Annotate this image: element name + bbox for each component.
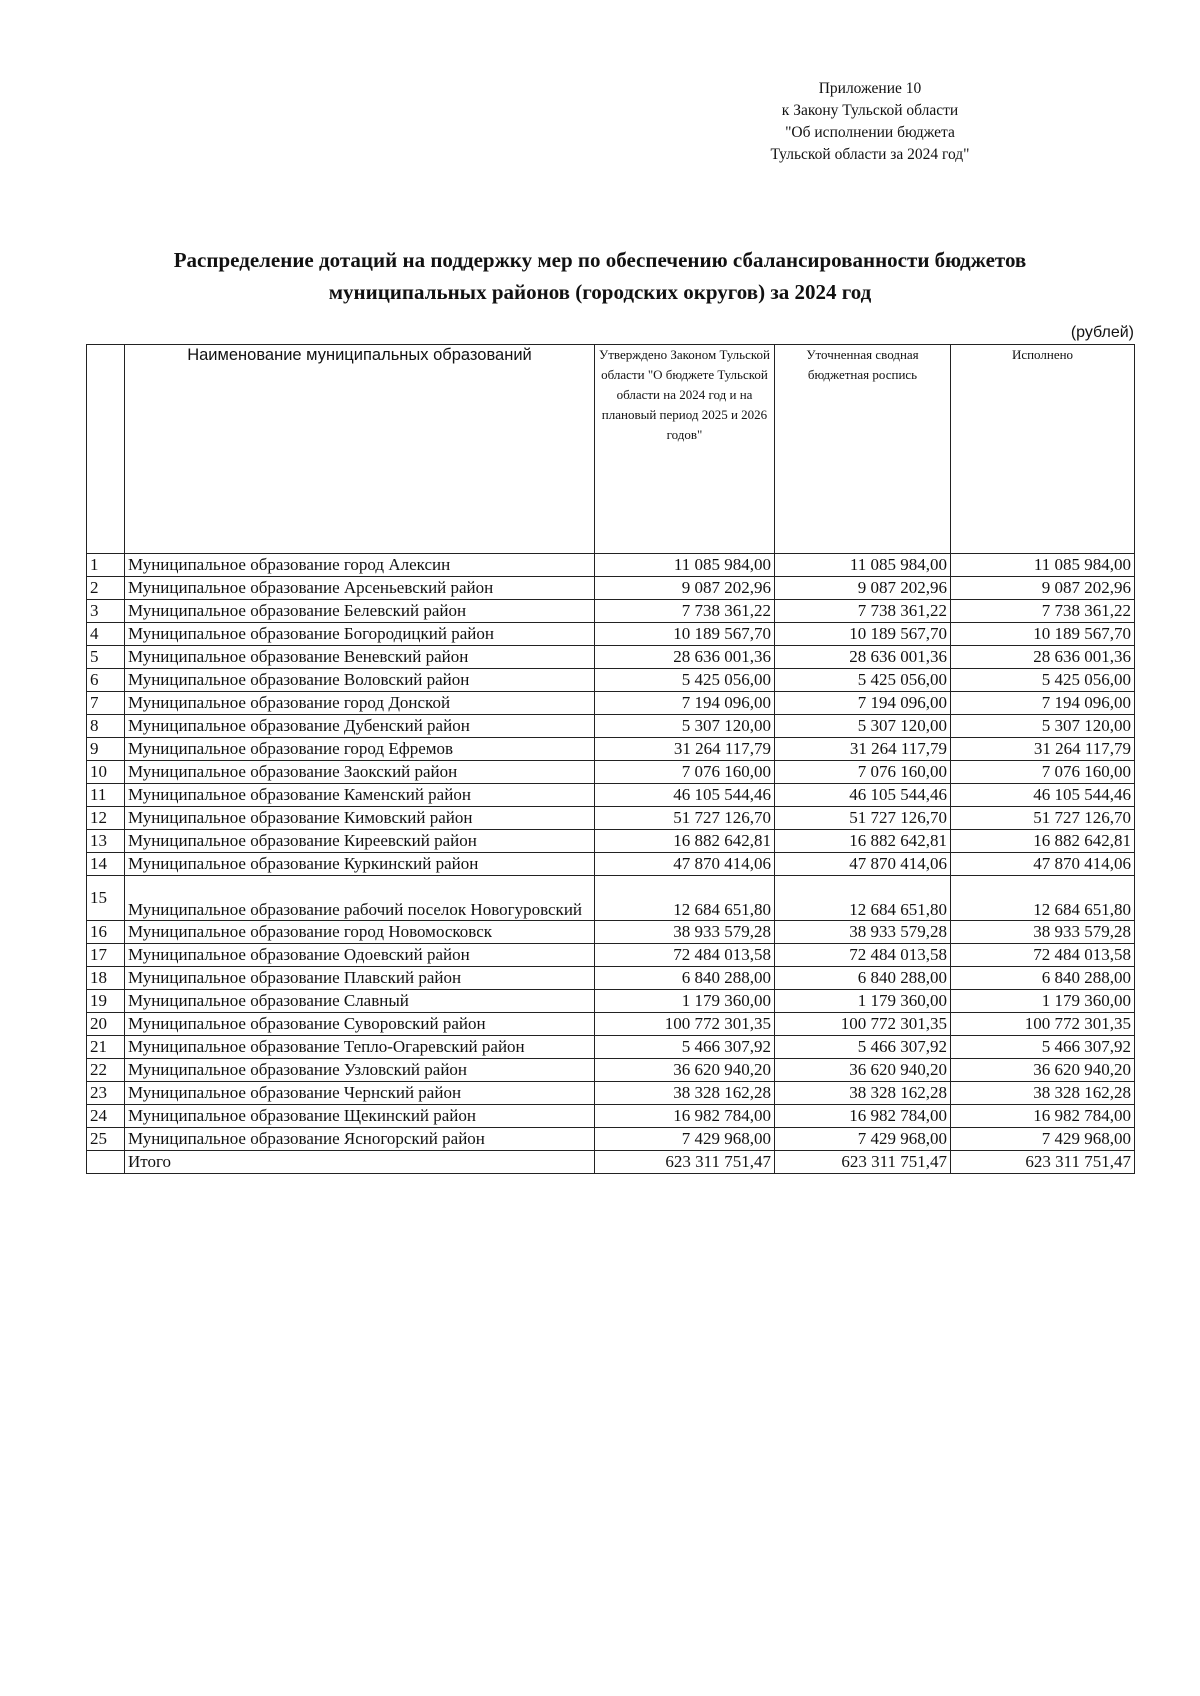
table-row bbox=[87, 1128, 1135, 1151]
cell-num: 10 bbox=[87, 761, 125, 784]
cell-approved: 47 870 414,06 bbox=[595, 853, 775, 876]
annex-line-1: Приложение 10 bbox=[818, 80, 922, 97]
cell-num: 22 bbox=[87, 1059, 125, 1082]
cell-approved: 28 636 001,36 bbox=[595, 646, 775, 669]
cell-approved: 100 772 301,35 bbox=[595, 1013, 775, 1036]
cell-approved: 5 425 056,00 bbox=[595, 669, 775, 692]
total-row bbox=[87, 1151, 1135, 1174]
cell-name: Муниципальное образование город Ефремов bbox=[125, 738, 595, 761]
table-row bbox=[87, 1036, 1135, 1059]
table-row bbox=[87, 692, 1135, 715]
cell-num: 3 bbox=[87, 600, 125, 623]
header-num bbox=[87, 345, 125, 554]
annex-line-3: "Об исполнении бюджета bbox=[785, 124, 955, 141]
cell-num: 20 bbox=[87, 1013, 125, 1036]
cell-revised: 16 982 784,00 bbox=[775, 1105, 951, 1128]
header-revised: Уточненная сводная бюджетная роспись bbox=[775, 345, 951, 554]
cell-approved: 38 933 579,28 bbox=[595, 921, 775, 944]
cell-approved: 7 194 096,00 bbox=[595, 692, 775, 715]
cell-name: Муниципальное образование Суворовский район bbox=[125, 1013, 595, 1036]
cell-name: Муниципальное образование Арсеньевский район bbox=[125, 577, 595, 600]
table-row bbox=[87, 1013, 1135, 1036]
cell-revised: 7 194 096,00 bbox=[775, 692, 951, 715]
cell-num: 12 bbox=[87, 807, 125, 830]
cell-name: Муниципальное образование город Новомосковск bbox=[125, 921, 595, 944]
cell-executed: 51 727 126,70 bbox=[951, 807, 1135, 830]
cell-executed: 16 982 784,00 bbox=[951, 1105, 1135, 1128]
cell-approved: 6 840 288,00 bbox=[595, 967, 775, 990]
cell-name: Муниципальное образование Славный bbox=[125, 990, 595, 1013]
table-row bbox=[87, 669, 1135, 692]
cell-name: Муниципальное образование Узловский район bbox=[125, 1059, 595, 1082]
cell-approved: 46 105 544,46 bbox=[595, 784, 775, 807]
cell-approved: 7 076 160,00 bbox=[595, 761, 775, 784]
cell-num: 19 bbox=[87, 990, 125, 1013]
cell-num: 13 bbox=[87, 830, 125, 853]
cell-num: 24 bbox=[87, 1105, 125, 1128]
table-row bbox=[87, 830, 1135, 853]
cell-revised: 623 311 751,47 bbox=[775, 1151, 951, 1174]
cell-num: 11 bbox=[87, 784, 125, 807]
table-row bbox=[87, 807, 1135, 830]
unit-label: (рублей) bbox=[1070, 324, 1134, 341]
cell-name: Муниципальное образование Ясногорский район bbox=[125, 1128, 595, 1151]
cell-revised: 5 466 307,92 bbox=[775, 1036, 951, 1059]
cell-executed: 10 189 567,70 bbox=[951, 623, 1135, 646]
table-body bbox=[87, 554, 1135, 1174]
cell-approved: 5 307 120,00 bbox=[595, 715, 775, 738]
cell-revised: 7 429 968,00 bbox=[775, 1128, 951, 1151]
cell-revised: 28 636 001,36 bbox=[775, 646, 951, 669]
document-title bbox=[100, 244, 1100, 308]
cell-executed: 623 311 751,47 bbox=[951, 1151, 1135, 1174]
cell-revised: 38 933 579,28 bbox=[775, 921, 951, 944]
cell-approved: 16 882 642,81 bbox=[595, 830, 775, 853]
cell-executed: 5 307 120,00 bbox=[951, 715, 1135, 738]
cell-name: Муниципальное образование Богородицкий район bbox=[125, 623, 595, 646]
cell-revised: 36 620 940,20 bbox=[775, 1059, 951, 1082]
table-row bbox=[87, 646, 1135, 669]
cell-name: Муниципальное образование Дубенский район bbox=[125, 715, 595, 738]
cell-approved: 16 982 784,00 bbox=[595, 1105, 775, 1128]
table-row bbox=[87, 1059, 1135, 1082]
table-row bbox=[87, 967, 1135, 990]
table-row bbox=[87, 1082, 1135, 1105]
cell-executed: 7 194 096,00 bbox=[951, 692, 1135, 715]
cell-approved: 7 738 361,22 bbox=[595, 600, 775, 623]
cell-executed: 12 684 651,80 bbox=[951, 876, 1135, 921]
cell-executed: 11 085 984,00 bbox=[951, 554, 1135, 577]
header-name: Наименование муниципальных образований bbox=[125, 345, 595, 554]
annex-note bbox=[690, 78, 1050, 166]
header-approved: Утверждено Законом Тульской области "О бюджете Тульской области на 2024 год и на плановый период 2025 и 2026 годов" bbox=[595, 345, 775, 554]
cell-approved: 51 727 126,70 bbox=[595, 807, 775, 830]
cell-revised: 51 727 126,70 bbox=[775, 807, 951, 830]
annex-line-4: Тульской области за 2024 год" bbox=[770, 146, 970, 163]
cell-revised: 46 105 544,46 bbox=[775, 784, 951, 807]
table-row bbox=[87, 554, 1135, 577]
table-row bbox=[87, 784, 1135, 807]
cell-name: Муниципальное образование Щекинский район bbox=[125, 1105, 595, 1128]
table-row bbox=[87, 623, 1135, 646]
cell-num: 8 bbox=[87, 715, 125, 738]
table-row bbox=[87, 738, 1135, 761]
cell-approved: 12 684 651,80 bbox=[595, 876, 775, 921]
cell-num: 7 bbox=[87, 692, 125, 715]
cell-revised: 9 087 202,96 bbox=[775, 577, 951, 600]
cell-revised: 47 870 414,06 bbox=[775, 853, 951, 876]
cell-num: 17 bbox=[87, 944, 125, 967]
cell-approved: 5 466 307,92 bbox=[595, 1036, 775, 1059]
cell-approved: 623 311 751,47 bbox=[595, 1151, 775, 1174]
cell-num: 21 bbox=[87, 1036, 125, 1059]
cell-executed: 31 264 117,79 bbox=[951, 738, 1135, 761]
cell-name: Муниципальное образование Каменский район bbox=[125, 784, 595, 807]
cell-name: Муниципальное образование город Алексин bbox=[125, 554, 595, 577]
cell-name: Муниципальное образование Куркинский район bbox=[125, 853, 595, 876]
table-row bbox=[87, 600, 1135, 623]
cell-executed: 1 179 360,00 bbox=[951, 990, 1135, 1013]
cell-executed: 7 076 160,00 bbox=[951, 761, 1135, 784]
cell-num: 15 bbox=[87, 876, 125, 921]
table-row bbox=[87, 921, 1135, 944]
cell-revised: 5 307 120,00 bbox=[775, 715, 951, 738]
cell-revised: 31 264 117,79 bbox=[775, 738, 951, 761]
cell-executed: 38 933 579,28 bbox=[951, 921, 1135, 944]
cell-approved: 36 620 940,20 bbox=[595, 1059, 775, 1082]
cell-approved: 10 189 567,70 bbox=[595, 623, 775, 646]
cell-num: 18 bbox=[87, 967, 125, 990]
cell-executed: 7 429 968,00 bbox=[951, 1128, 1135, 1151]
cell-num: 16 bbox=[87, 921, 125, 944]
cell-approved: 11 085 984,00 bbox=[595, 554, 775, 577]
cell-name: Муниципальное образование Тепло-Огаревский район bbox=[125, 1036, 595, 1059]
table-row bbox=[87, 990, 1135, 1013]
annex-line-2: к Закону Тульской области bbox=[781, 102, 959, 119]
cell-revised: 1 179 360,00 bbox=[775, 990, 951, 1013]
subsidy-table bbox=[86, 344, 1135, 1174]
cell-revised: 12 684 651,80 bbox=[775, 876, 951, 921]
cell-revised: 7 738 361,22 bbox=[775, 600, 951, 623]
cell-name: Муниципальное образование Чернский район bbox=[125, 1082, 595, 1105]
cell-executed: 36 620 940,20 bbox=[951, 1059, 1135, 1082]
cell-executed: 6 840 288,00 bbox=[951, 967, 1135, 990]
cell-num: 6 bbox=[87, 669, 125, 692]
table-row bbox=[87, 876, 1135, 921]
title-line-2: муниципальных районов (городских округов) за 2024 год bbox=[328, 280, 872, 304]
cell-revised: 7 076 160,00 bbox=[775, 761, 951, 784]
cell-executed: 28 636 001,36 bbox=[951, 646, 1135, 669]
cell-name: Муниципальное образование Кимовский район bbox=[125, 807, 595, 830]
cell-num: 2 bbox=[87, 577, 125, 600]
cell-name: Муниципальное образование Одоевский район bbox=[125, 944, 595, 967]
cell-num: 9 bbox=[87, 738, 125, 761]
cell-revised: 16 882 642,81 bbox=[775, 830, 951, 853]
cell-num: 14 bbox=[87, 853, 125, 876]
cell-approved: 31 264 117,79 bbox=[595, 738, 775, 761]
cell-revised: 38 328 162,28 bbox=[775, 1082, 951, 1105]
cell-name: Муниципальное образование Заокский район bbox=[125, 761, 595, 784]
table-row bbox=[87, 853, 1135, 876]
cell-executed: 100 772 301,35 bbox=[951, 1013, 1135, 1036]
cell-executed: 46 105 544,46 bbox=[951, 784, 1135, 807]
cell-executed: 47 870 414,06 bbox=[951, 853, 1135, 876]
cell-executed: 16 882 642,81 bbox=[951, 830, 1135, 853]
cell-approved: 7 429 968,00 bbox=[595, 1128, 775, 1151]
cell-num: 23 bbox=[87, 1082, 125, 1105]
table-row bbox=[87, 715, 1135, 738]
cell-revised: 6 840 288,00 bbox=[775, 967, 951, 990]
header-executed: Исполнено bbox=[951, 345, 1135, 554]
cell-num: 5 bbox=[87, 646, 125, 669]
cell-revised: 100 772 301,35 bbox=[775, 1013, 951, 1036]
cell-executed: 5 466 307,92 bbox=[951, 1036, 1135, 1059]
cell-revised: 11 085 984,00 bbox=[775, 554, 951, 577]
table-header-row bbox=[87, 345, 1135, 554]
table-row bbox=[87, 761, 1135, 784]
cell-revised: 72 484 013,58 bbox=[775, 944, 951, 967]
table-row bbox=[87, 1105, 1135, 1128]
cell-name: Муниципальное образование город Донской bbox=[125, 692, 595, 715]
cell-executed: 9 087 202,96 bbox=[951, 577, 1135, 600]
cell-executed: 38 328 162,28 bbox=[951, 1082, 1135, 1105]
cell-revised: 10 189 567,70 bbox=[775, 623, 951, 646]
cell-name: Муниципальное образование рабочий поселок Новогуровский bbox=[125, 876, 595, 921]
cell-approved: 72 484 013,58 bbox=[595, 944, 775, 967]
table-row bbox=[87, 944, 1135, 967]
cell-executed: 5 425 056,00 bbox=[951, 669, 1135, 692]
table-row bbox=[87, 577, 1135, 600]
cell-name: Муниципальное образование Киреевский район bbox=[125, 830, 595, 853]
cell-name: Муниципальное образование Плавский район bbox=[125, 967, 595, 990]
cell-name: Итого bbox=[125, 1151, 595, 1174]
cell-executed: 72 484 013,58 bbox=[951, 944, 1135, 967]
cell-name: Муниципальное образование Веневский район bbox=[125, 646, 595, 669]
cell-approved: 1 179 360,00 bbox=[595, 990, 775, 1013]
cell-approved: 38 328 162,28 bbox=[595, 1082, 775, 1105]
cell-approved: 9 087 202,96 bbox=[595, 577, 775, 600]
cell-num: 1 bbox=[87, 554, 125, 577]
title-line-1: Распределение дотаций на поддержку мер по обеспечению сбалансированности бюджетов bbox=[173, 248, 1027, 272]
cell-name: Муниципальное образование Воловский район bbox=[125, 669, 595, 692]
cell-revised: 5 425 056,00 bbox=[775, 669, 951, 692]
cell-name: Муниципальное образование Белевский район bbox=[125, 600, 595, 623]
cell-num: 25 bbox=[87, 1128, 125, 1151]
cell-executed: 7 738 361,22 bbox=[951, 600, 1135, 623]
cell-num bbox=[87, 1151, 125, 1174]
cell-num: 4 bbox=[87, 623, 125, 646]
